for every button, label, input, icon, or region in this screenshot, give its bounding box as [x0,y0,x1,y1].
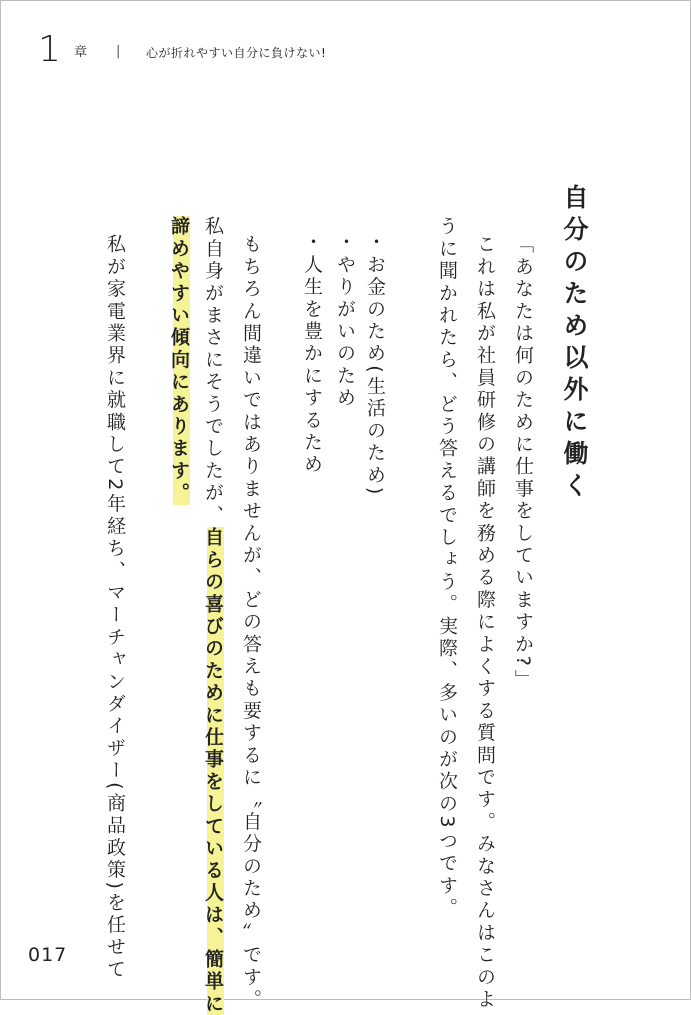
list-item: ・お金のため(生活のため) [364,232,386,498]
paragraph-1-line-2: これは私が社員研修の講師を務める際によくする質問です。みなさんはこのよ [474,234,496,1011]
header-separator: | [116,44,121,59]
chapter-number: 1 [38,29,61,70]
paragraph-1-line-1: 「あなたは何のために仕事をしていますか?」 [512,234,534,692]
list-item: ・やりがいのため [334,232,356,410]
page-number: 017 [28,944,68,966]
paragraph-2-line-3 [168,216,190,505]
chapter-label: 章 [74,45,88,60]
paragraph-3-line-1: 私が家電業界に就職して2年経ち、マーチャンダイザー(商品政策)を任せて [104,234,126,981]
list-item: ・人生を豊かにするため [301,232,323,477]
highlighted-text: 自らの喜びのために仕事をしている人は、簡単に [202,526,224,1015]
chapter-title: 心が折れやすい自分に負けない! [146,46,327,60]
paragraph-2-line-1: もちろん間違いではありませんが、どの答えも要するに〝自分のため〟です。 [240,234,262,1011]
paragraph-2-line-2-plain: 私自身がまさにそうでしたが、 [202,216,224,527]
highlighted-text: 諦めやすい傾向にあります。 [168,216,190,505]
paragraph-1-line-3: うに聞かれたら、どう答えるでしょう。実際、多いのが次の3つです。 [436,216,458,920]
paragraph-2-line-2 [202,216,224,1015]
section-heading: 自分のため以外に働く [560,184,589,504]
